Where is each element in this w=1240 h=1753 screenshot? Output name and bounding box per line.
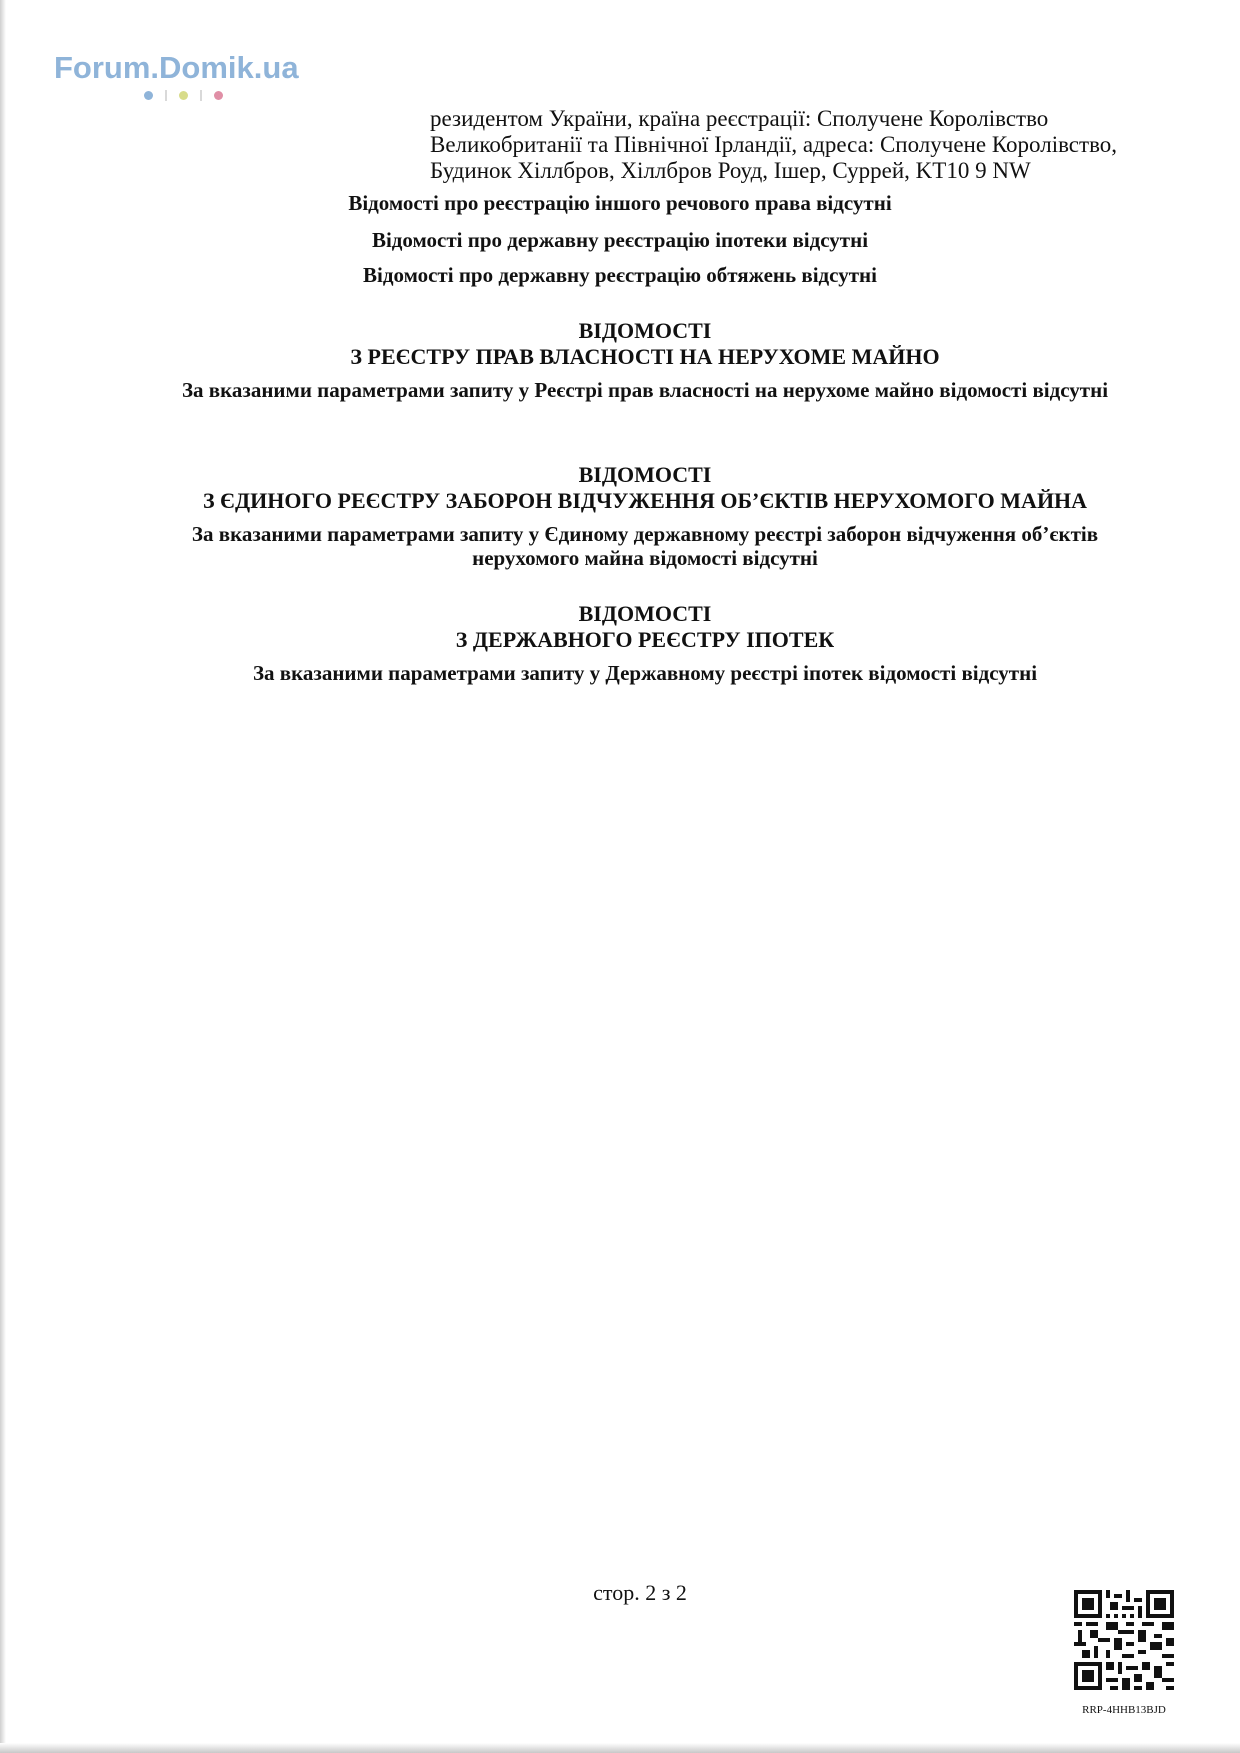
page-number: стор. 2 з 2 — [593, 1580, 687, 1605]
section-text: За вказаними параметрами запиту у Державному реєстрі іпотек відомості відсутні — [252, 661, 1038, 685]
section-heading: ВІДОМОСТІ — [578, 462, 712, 487]
section-subheading: З РЕЄСТРУ ПРАВ ВЛАСНОСТІ НА НЕРУХОМЕ МАЙНО — [350, 344, 940, 369]
owner-address-block — [430, 106, 1190, 184]
watermark-logo — [54, 50, 334, 106]
watermark-dots — [144, 88, 223, 102]
owner-line: резидентом України, країна реєстрації: Сполучене Королівство — [430, 106, 1049, 131]
owner-line: Великобританії та Північної Ірландії, адреса: Сполучене Королівство, — [430, 132, 1118, 157]
qr-code-icon — [1074, 1590, 1174, 1690]
section-heading: ВІДОМОСТІ — [578, 601, 712, 626]
watermark-divider — [200, 90, 202, 101]
statement-other-right: Відомості про реєстрацію іншого речового права відсутні — [348, 191, 892, 215]
owner-line: Будинок Хіллбров, Хіллбров Роуд, Ішер, Суррей, KT10 9 NW — [430, 158, 1031, 183]
watermark-dot-blue — [144, 91, 153, 100]
statement-encumbrances: Відомості про державну реєстрацію обтяжень відсутні — [363, 263, 877, 287]
qr-code-label: RRP-4HHB13BJD — [1082, 1704, 1166, 1716]
section-mortgage-registry — [140, 601, 1150, 685]
section-text: За вказаними параметрами запиту у Єдиному державному реєстрі заборон відчуження об’єктів нерухомого майна відомості відсутні — [191, 522, 1099, 570]
section-subheading: З ДЕРЖАВНОГО РЕЄСТРУ ІПОТЕК — [455, 627, 835, 652]
section-subheading: З ЄДИНОГО РЕЄСТРУ ЗАБОРОН ВІДЧУЖЕННЯ ОБ’ЄКТІВ НЕРУХОМОГО МАЙНА — [202, 488, 1088, 513]
statement-mortgage: Відомості про державну реєстрацію іпотеки відсутні — [371, 228, 869, 252]
scan-edge-left — [0, 0, 6, 1753]
scan-edge-bottom — [0, 1743, 1240, 1753]
watermark-dot-pink — [214, 91, 223, 100]
section-ownership-registry — [140, 318, 1150, 402]
watermark-dot-yellow — [179, 91, 188, 100]
section-text: За вказаними параметрами запиту у Реєстрі прав власності на нерухоме майно відомості відсутні — [181, 378, 1109, 402]
watermark-divider — [165, 90, 167, 101]
section-alienation-bans-registry — [140, 462, 1150, 570]
watermark-text: Forum.Domik.ua — [54, 50, 299, 85]
section-heading: ВІДОМОСТІ — [578, 318, 712, 343]
